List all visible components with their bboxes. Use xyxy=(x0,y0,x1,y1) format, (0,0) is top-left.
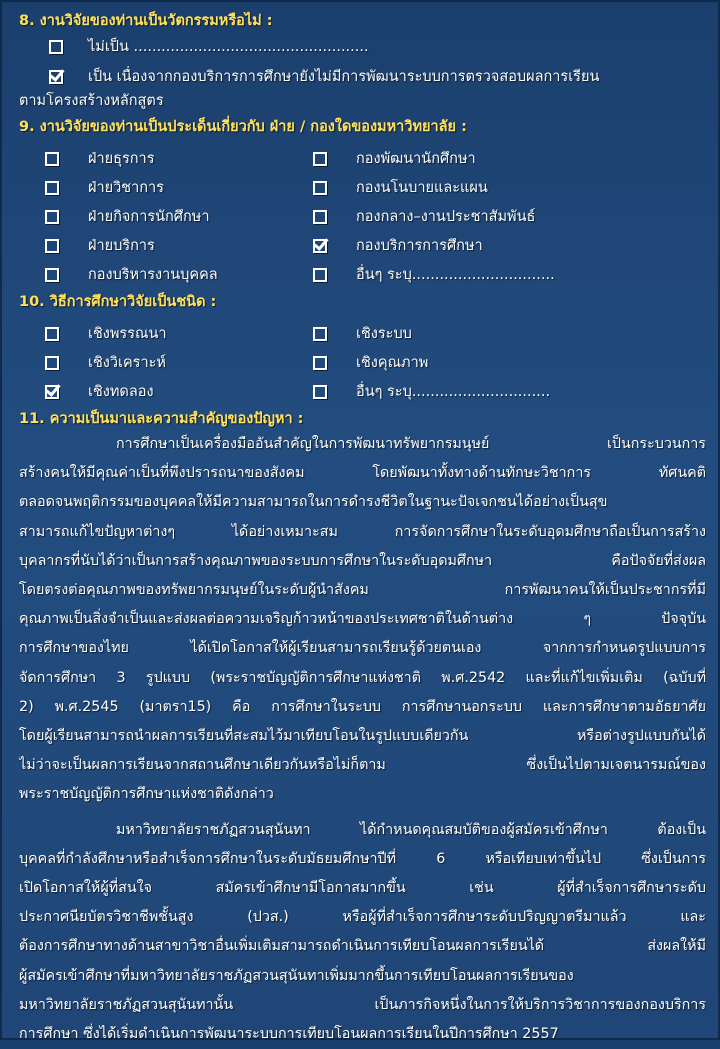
q10-options-grid xyxy=(19,319,706,406)
paragraph-line: ตลอดจนพฤติกรรมของบุคคลให้มีความสามารถในการดำรงชีวิตในฐานะปัจเจกชนได้อย่างเป็นสุข xyxy=(19,494,608,511)
q9-option[interactable] xyxy=(313,173,713,202)
section-q8 xyxy=(19,10,706,116)
section-q11 xyxy=(19,408,706,1049)
checkbox-unchecked-icon[interactable] xyxy=(45,268,59,282)
q10-option[interactable] xyxy=(45,348,313,377)
paragraph-line: บุคลากรที่นับได้ว่าเป็นการสร้างคุณภาพของระบบการศึกษาในระดับอุดมศึกษา คือปัจจัยที่ส่งผล xyxy=(19,552,706,569)
checkbox-unchecked-icon[interactable] xyxy=(45,356,59,370)
q9-option-label: ฝ่ายวิชาการ xyxy=(88,180,164,196)
q10-option-label: อื่นๆ ระบุ.............................. xyxy=(356,384,551,400)
checkbox-unchecked-icon[interactable] xyxy=(313,268,327,282)
q10-option[interactable] xyxy=(45,377,313,406)
q9-option[interactable] xyxy=(45,231,313,260)
checkbox-checked-icon[interactable] xyxy=(45,385,59,399)
q9-option-label: อื่นๆ ระบุ............................... xyxy=(356,267,555,283)
q9-option-label: กองพัฒนานักศึกษา xyxy=(356,151,476,167)
paragraph-line: การศึกษาของไทย ได้เปิดโอกาสให้ผู้เรียนสามารถเรียนรู้ด้วยตนเอง จากการกำหนดรูปแบบการ xyxy=(19,640,706,657)
checkbox-unchecked-icon[interactable] xyxy=(313,356,327,370)
paragraph-line: พระราชบัญญัติการศึกษาแห่งชาติดังกล่าว xyxy=(19,786,274,803)
paragraph-line: มหาวิทยาลัยราชภัฏสวนสุนันทานั้น เป็นภารกิจหนึ่งในการให้บริการวิชาการของกองบริการ xyxy=(19,996,706,1013)
paragraph-line: โดยผู้เรียนสามารถนำผลการเรียนที่สะสมไว้มาเทียบโอนในรูปแบบเดียวกัน หรือต่างรูปแบบกันได้ xyxy=(19,728,706,745)
paragraph-line: 2) พ.ศ.2545 (มาตรา15) คือ การศึกษาในระบบ การศึกษานอกระบบ และการศึกษาตามอัธยาศัย xyxy=(19,698,706,715)
q10-heading: 10. วิธีการศึกษาวิจัยเป็นชนิด : xyxy=(19,294,217,310)
q9-option-label: ฝ่ายธุรการ xyxy=(88,151,155,167)
q9-option[interactable] xyxy=(313,144,713,173)
paragraph-line: ประกาศนียบัตรวิชาชีพชั้นสูง (ปวส.) หรือผู้ที่สำเร็จการศึกษาระดับปริญญาตรีมาแล้ว และ xyxy=(19,909,706,926)
q11-paragraph-2 xyxy=(19,816,706,1049)
q10-option[interactable] xyxy=(45,319,313,348)
paragraph-line: สร้างคนให้มีคุณค่าเป็นที่พึงปรารถนาของสังคม โดยพัฒนาทั้งทางด้านทักษะวิชาการ ทัศนคติ xyxy=(19,465,706,482)
checkbox-unchecked-icon[interactable] xyxy=(49,40,63,54)
checkbox-unchecked-icon[interactable] xyxy=(313,181,327,195)
checkbox-unchecked-icon[interactable] xyxy=(45,210,59,224)
q9-option-label: กองนโนบายและแผน xyxy=(356,180,488,196)
paragraph-line: ต้องการศึกษาทางด้านสาขาวิชาอื่นเพิ่มเติมสามารถดำเนินการเทียบโอนผลการเรียนได้ ส่งผลให้มี xyxy=(19,938,706,955)
q9-option-label: กองบริการการศึกษา xyxy=(356,238,483,254)
paragraph-line: การศึกษาเป็นเครื่องมืออันสำคัญในการพัฒนาทรัพยากรมนุษย์ เป็นกระบวนการ xyxy=(116,436,706,452)
paragraph-line: เปิดโอกาสให้ผู้ที่สนใจ สมัครเข้าศึกษามีโอกาสมากขึ้น เช่น ผู้ที่สำเร็จการศึกษาระดับ xyxy=(19,880,706,897)
q9-option[interactable] xyxy=(313,231,713,260)
q10-option-label: เชิงคุณภาพ xyxy=(356,355,429,371)
q10-option-label: เชิงระบบ xyxy=(356,326,412,342)
checkbox-unchecked-icon[interactable] xyxy=(45,327,59,341)
checkbox-unchecked-icon[interactable] xyxy=(313,327,327,341)
paragraph-line: คุณภาพเป็นสิ่งจำเป็นและส่งผลต่อความเจริญก้าวหน้าของประเทศชาติในด้านต่าง ๆ ปัจจุบัน xyxy=(19,611,706,628)
q8-option-no-label: ไม่เป็น ................................................... xyxy=(88,39,369,55)
checkbox-unchecked-icon[interactable] xyxy=(313,210,327,224)
q8-option-yes-continuation: ตามโครงสร้างหลักสูตร xyxy=(19,93,164,109)
q11-paragraph-1 xyxy=(19,430,706,810)
checkbox-unchecked-icon[interactable] xyxy=(45,181,59,195)
q9-option[interactable] xyxy=(45,173,313,202)
q10-option-label: เชิงพรรณนา xyxy=(88,326,167,342)
q9-option[interactable] xyxy=(313,202,713,231)
q9-option-label: ฝ่ายบริการ xyxy=(88,238,155,254)
q8-option-yes-label: เป็น เนื่องจากกองบริการการศึกษายังไม่มีการพัฒนาระบบการตรวจสอบผลการเรียน xyxy=(88,69,600,85)
paragraph-line: บุคคลที่กำลังศึกษาหรือสำเร็จการศึกษาในระดับมัธยมศึกษาปีที่ 6 หรือเทียบเท่าขึ้นไป ซึ่งเป็นการ xyxy=(19,850,706,867)
q9-options-grid xyxy=(19,144,706,289)
q10-option-label: เชิงทดลอง xyxy=(88,384,154,400)
section-q9 xyxy=(19,116,706,289)
q9-option[interactable] xyxy=(313,260,713,289)
q11-heading: 11. ความเป็นมาและความสำคัญของปัญหา : xyxy=(19,411,304,427)
checkbox-unchecked-icon[interactable] xyxy=(313,385,327,399)
checkbox-checked-icon[interactable] xyxy=(49,70,63,84)
paragraph-line: จัดการศึกษา 3 รูปแบบ (พระราชบัญญัติการศึกษาแห่งชาติ พ.ศ.2542 และที่แก้ไขเพิ่มเติม (ฉบับที่ xyxy=(19,669,706,686)
checkbox-unchecked-icon[interactable] xyxy=(45,239,59,253)
paragraph-line: การศึกษา ซึ่งได้เริ่มดำเนินการพัฒนาระบบการเทียบโอนผลการเรียนในปีการศึกษา 2557 xyxy=(19,1026,559,1043)
q9-option[interactable] xyxy=(45,202,313,231)
q9-option-label: กองกลาง–งานประชาสัมพันธ์ xyxy=(356,209,536,225)
paragraph-line: ไม่ว่าจะเป็นผลการเรียนจากสถานศึกษาเดียวกันหรือไม่ก็ตาม ซึ่งเป็นไปตามเจตนารมณ์ของ xyxy=(19,757,706,774)
paragraph-line: สามารถแก้ไขปัญหาต่างๆ ได้อย่างเหมาะสม การจัดการศึกษาในระดับอุดมศึกษาถือเป็นการสร้าง xyxy=(19,523,706,540)
checkbox-unchecked-icon[interactable] xyxy=(45,152,59,166)
q8-option-no[interactable] xyxy=(19,32,706,62)
paragraph-line: ผู้สมัครเข้าศึกษาที่มหาวิทยาลัยราชภัฏสวนสุนันทาเพิ่มมากขึ้นการเทียบโอนผลการเรียนของ xyxy=(19,967,574,984)
q9-option[interactable] xyxy=(45,260,313,289)
q8-heading: 8. งานวิจัยของท่านเป็นวัตกรรมหรือไม่ : xyxy=(19,13,273,29)
q10-option-label: เชิงวิเคราะห์ xyxy=(88,355,166,371)
section-q10 xyxy=(19,291,706,406)
q9-option-label: ฝ่ายกิจการนักศึกษา xyxy=(88,209,210,225)
q9-option[interactable] xyxy=(45,144,313,173)
q10-option[interactable] xyxy=(313,319,713,348)
q9-heading: 9. งานวิจัยของท่านเป็นประเด็นเกี่ยวกับ ฝ่าย / กองใดของมหาวิทยาลัย : xyxy=(19,119,467,135)
q9-option-label: กองบริหารงานบุคคล xyxy=(88,267,218,283)
q10-option[interactable] xyxy=(313,348,713,377)
paragraph-line: มหาวิทยาลัยราชภัฏสวนสุนันทา ได้กำหนดคุณสมบัติของผู้สมัครเข้าศึกษา ต้องเป็น xyxy=(116,821,706,838)
checkbox-unchecked-icon[interactable] xyxy=(313,152,327,166)
paragraph-line: โดยตรงต่อคุณภาพของทรัพยากรมนุษย์ในระดับผู้นำสังคม การพัฒนาคนให้เป็นประชากรที่มี xyxy=(19,582,706,599)
checkbox-checked-icon[interactable] xyxy=(313,239,327,253)
q10-option[interactable] xyxy=(313,377,713,406)
